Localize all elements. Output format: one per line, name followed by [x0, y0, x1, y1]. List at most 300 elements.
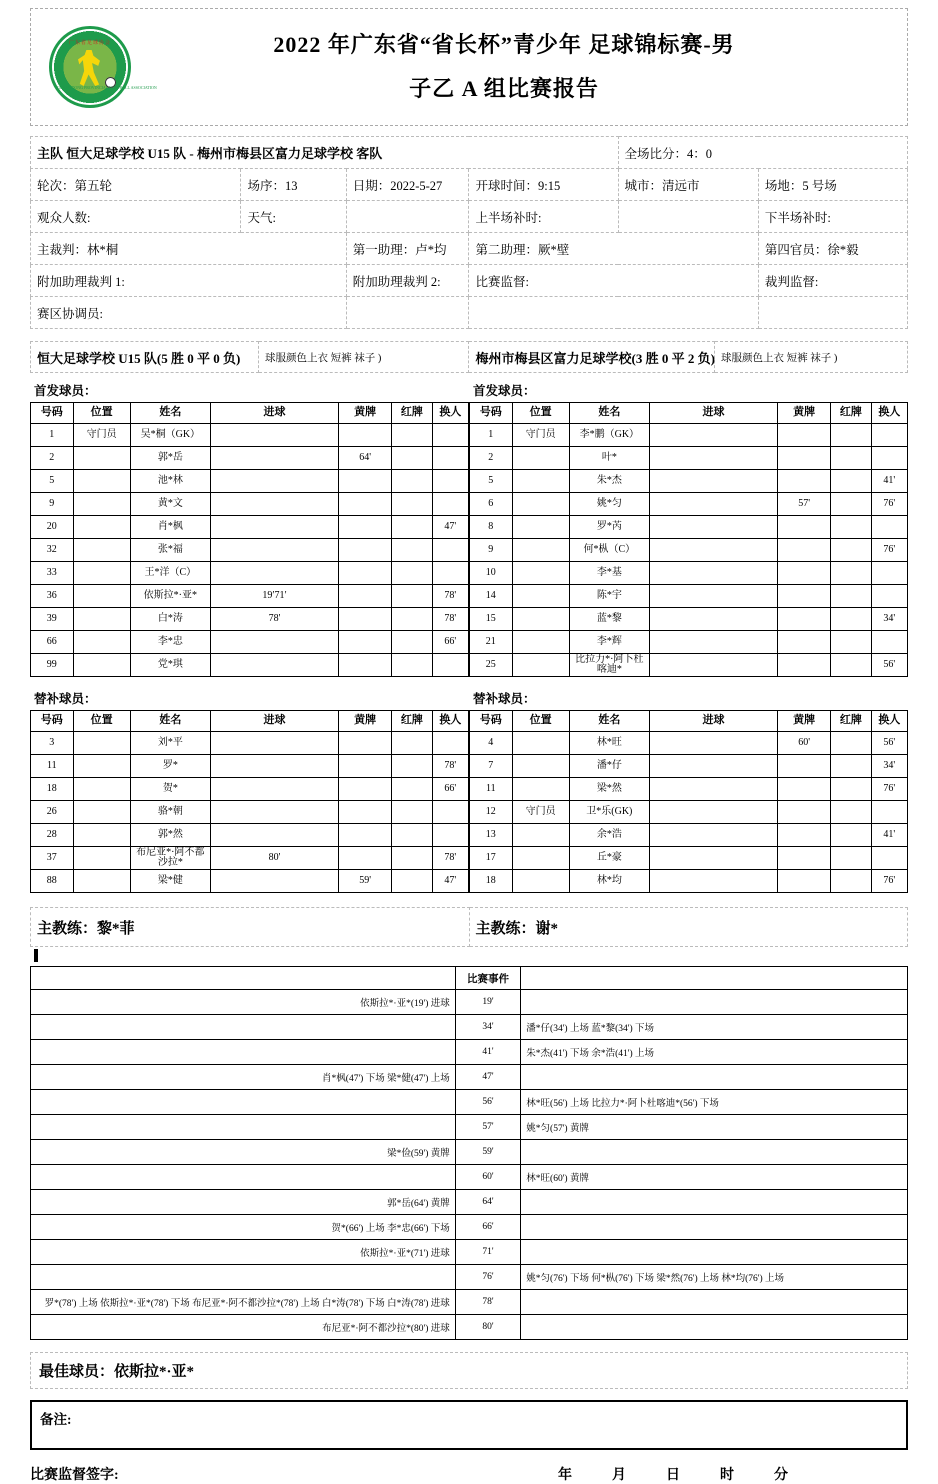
cell-yellow [339, 654, 392, 677]
cell-position [512, 654, 569, 677]
away-subs-label: 替补球员： [473, 692, 536, 706]
col-position: 位置 [73, 711, 130, 732]
cell-goals: 80' [210, 847, 338, 870]
event-away-text: 朱*杰(41') 下场 余*浩(41') 上场 [521, 1040, 908, 1065]
col-red: 红牌 [392, 403, 432, 424]
cell-position [73, 801, 130, 824]
table-row [31, 562, 469, 585]
cell-yellow: 60' [778, 732, 831, 755]
table-row [31, 470, 469, 493]
event-row [31, 1215, 908, 1240]
final-score: 全场比分：4：0 [618, 137, 907, 169]
cell-position [73, 608, 130, 631]
coordinator-blank-2 [469, 297, 758, 329]
cell-number: 66 [31, 631, 74, 654]
cell-number: 13 [470, 824, 513, 847]
table-row [31, 824, 469, 847]
cell-number: 11 [470, 778, 513, 801]
match-events-table [30, 966, 908, 1340]
cell-name: 李*基 [569, 562, 649, 585]
info-row-coordinator [31, 297, 908, 329]
cell-number: 5 [31, 470, 74, 493]
cell-number: 32 [31, 539, 74, 562]
table-row [31, 539, 469, 562]
cell-number: 37 [31, 847, 74, 870]
event-away-text: 林*旺(60') 黄牌 [521, 1165, 908, 1190]
cell-yellow [339, 424, 392, 447]
cell-goals [649, 493, 777, 516]
cell-position [512, 755, 569, 778]
cell-number: 8 [470, 516, 513, 539]
col-sub: 换人 [871, 403, 907, 424]
col-yellow: 黄牌 [778, 403, 831, 424]
cell-position [73, 631, 130, 654]
event-away-text [521, 990, 908, 1015]
col-position: 位置 [73, 403, 130, 424]
cell-yellow [778, 447, 831, 470]
table-row [470, 824, 908, 847]
cell-name: 郭*然 [130, 824, 210, 847]
cell-name: 依斯拉*·亚* [130, 585, 210, 608]
event-away-text: 姚*匀(76') 下场 何*枞(76') 下场 梁*然(76') 上场 林*均(76') 上场 [521, 1265, 908, 1290]
cell-name: 梁*然 [569, 778, 649, 801]
cell-sub: 78' [432, 755, 468, 778]
col-red: 红牌 [831, 711, 871, 732]
event-away-text [521, 1290, 908, 1315]
cell-sub [432, 732, 468, 755]
event-row [31, 1190, 908, 1215]
cell-red [392, 447, 432, 470]
event-home-text [31, 1115, 456, 1140]
cell-goals [210, 870, 338, 893]
cell-number: 39 [31, 608, 74, 631]
event-home-text: 梁*俭(59') 黄牌 [31, 1140, 456, 1165]
date-unit-day: 日 [666, 1468, 680, 1483]
cell-number: 9 [31, 493, 74, 516]
matchup-teams: 主队 恒大足球学校 U15 队 - 梅州市梅县区富力足球学校 客队 [31, 137, 619, 169]
table-row [470, 585, 908, 608]
event-minute: 76' [455, 1265, 521, 1290]
coordinator-blank-1 [346, 297, 469, 329]
coaches-table [30, 907, 908, 947]
col-position: 位置 [512, 403, 569, 424]
match-info-table [30, 136, 908, 329]
cell-goals [649, 585, 777, 608]
cell-number: 3 [31, 732, 74, 755]
table-row [470, 608, 908, 631]
cell-goals [210, 447, 338, 470]
cell-yellow [778, 801, 831, 824]
cell-goals [649, 778, 777, 801]
home-subs-block [30, 687, 469, 893]
cell-sub: 78' [432, 608, 468, 631]
cell-sub: 66' [432, 631, 468, 654]
cell-name: 叶* [569, 447, 649, 470]
cell-sub [871, 516, 907, 539]
cell-number: 5 [470, 470, 513, 493]
cell-red [392, 778, 432, 801]
cell-yellow [339, 631, 392, 654]
away-starters-label: 首发球员： [473, 384, 536, 398]
event-minute: 71' [455, 1240, 521, 1265]
coordinator-blank-3 [758, 297, 907, 329]
attendance-field: 观众人数: [31, 201, 241, 233]
event-row [31, 1015, 908, 1040]
away-subs-block [469, 687, 908, 893]
cell-red [392, 516, 432, 539]
page-title [131, 23, 907, 111]
cell-yellow [778, 870, 831, 893]
event-minute: 57' [455, 1115, 521, 1140]
event-home-text: 罗*(78') 上场 依斯拉*·亚*(78') 下场 布尼亚*·阿不都沙拉*(78') 上场 白*涛(78') 下场 白*涛(78') 进球 [31, 1290, 456, 1315]
date-unit-hour: 时 [720, 1468, 734, 1483]
cell-number: 11 [31, 755, 74, 778]
event-row [31, 1240, 908, 1265]
cell-name: 朱*杰 [569, 470, 649, 493]
table-row [470, 562, 908, 585]
cell-sub: 78' [432, 847, 468, 870]
cell-yellow [778, 608, 831, 631]
event-row [31, 1165, 908, 1190]
table-row [470, 424, 908, 447]
venue-field: 场地：5 号场 [758, 169, 907, 201]
cell-position [73, 732, 130, 755]
cell-yellow [339, 539, 392, 562]
cell-sub: 47' [432, 870, 468, 893]
cell-sub [432, 801, 468, 824]
cell-red [392, 755, 432, 778]
city-field: 城市：清远市 [618, 169, 758, 201]
cell-goals [649, 824, 777, 847]
cell-goals [649, 732, 777, 755]
cell-name: 李*辉 [569, 631, 649, 654]
cell-yellow [339, 824, 392, 847]
table-header-row [470, 711, 908, 732]
cell-sub: 41' [871, 824, 907, 847]
cell-name: 肖*枫 [130, 516, 210, 539]
cell-yellow [778, 424, 831, 447]
cell-name: 黄*文 [130, 493, 210, 516]
cell-goals [210, 470, 338, 493]
cell-red [392, 654, 432, 677]
cell-red [392, 870, 432, 893]
event-minute: 47' [455, 1065, 521, 1090]
cell-yellow [339, 585, 392, 608]
table-header-row [31, 403, 469, 424]
cell-sub: 78' [432, 585, 468, 608]
table-row [31, 755, 469, 778]
cell-goals [649, 539, 777, 562]
cell-red [392, 539, 432, 562]
cell-number: 15 [470, 608, 513, 631]
extra-assistant-1-field: 附加助理裁判 1: [31, 265, 347, 297]
cell-position [512, 870, 569, 893]
date-unit-minute: 分 [774, 1468, 788, 1483]
table-row [470, 447, 908, 470]
table-row [31, 732, 469, 755]
col-name: 姓名 [569, 403, 649, 424]
cell-position [512, 516, 569, 539]
assistant-2-field: 第二助理：厥*壁 [469, 233, 758, 265]
event-minute: 78' [455, 1290, 521, 1315]
weather-field: 天气: [241, 201, 346, 233]
event-row [31, 1040, 908, 1065]
cell-position [73, 755, 130, 778]
cell-sub [432, 654, 468, 677]
table-row [470, 493, 908, 516]
cell-goals [649, 847, 777, 870]
cell-position [512, 562, 569, 585]
home-starters-block [30, 379, 469, 677]
cell-goals [649, 608, 777, 631]
date-field: 日期：2022-5-27 [346, 169, 469, 201]
cell-name: 贺* [130, 778, 210, 801]
cell-yellow [339, 562, 392, 585]
table-header-row [470, 403, 908, 424]
cell-number: 28 [31, 824, 74, 847]
event-home-text: 贺*(66') 上场 李*忠(66') 下场 [31, 1215, 456, 1240]
kickoff-field: 开球时间：9:15 [469, 169, 618, 201]
events-home-header [31, 967, 456, 990]
cell-number: 18 [31, 778, 74, 801]
event-away-text [521, 1315, 908, 1340]
logo-arc-text: GUANGDONG PROVINCIAL FOOTBALL ASSOCIATION [57, 85, 157, 90]
cell-sub [432, 493, 468, 516]
cell-goals [649, 516, 777, 539]
cell-sub: 76' [871, 539, 907, 562]
logo-ring-text: 广东省足球协会 [68, 41, 111, 46]
table-row [31, 447, 469, 470]
event-home-text: 郭*岳(64') 黄牌 [31, 1190, 456, 1215]
cell-position [73, 847, 130, 870]
cell-number: 9 [470, 539, 513, 562]
cell-number: 25 [470, 654, 513, 677]
cell-goals [649, 470, 777, 493]
event-minute: 60' [455, 1165, 521, 1190]
cell-red [392, 424, 432, 447]
cell-name: 蓝*黎 [569, 608, 649, 631]
team-summary-table [30, 341, 908, 373]
cell-number: 2 [31, 447, 74, 470]
cell-red [392, 493, 432, 516]
col-yellow: 黄牌 [339, 711, 392, 732]
event-row [31, 1290, 908, 1315]
round-field: 轮次：第五轮 [31, 169, 241, 201]
blank-cell-2 [618, 201, 758, 233]
col-sub: 换人 [432, 403, 468, 424]
event-home-text [31, 1090, 456, 1115]
table-row [31, 631, 469, 654]
cell-yellow [778, 631, 831, 654]
col-name: 姓名 [130, 711, 210, 732]
cell-yellow [339, 608, 392, 631]
col-name: 姓名 [130, 403, 210, 424]
cell-goals [210, 562, 338, 585]
cell-yellow [339, 470, 392, 493]
cell-position [73, 493, 130, 516]
cell-goals [210, 654, 338, 677]
date-unit-year: 年 [558, 1468, 572, 1483]
event-home-text [31, 1040, 456, 1065]
cell-number: 1 [31, 424, 74, 447]
home-subs-table [30, 710, 469, 893]
cell-position [512, 539, 569, 562]
event-home-text: 依斯拉*·亚*(71') 进球 [31, 1240, 456, 1265]
cell-red [392, 631, 432, 654]
cell-red [392, 801, 432, 824]
match-commissioner-field: 比赛监督: [469, 265, 758, 297]
cell-number: 88 [31, 870, 74, 893]
cell-name: 罗* [130, 755, 210, 778]
cell-position [73, 470, 130, 493]
event-row [31, 1265, 908, 1290]
cell-red [831, 870, 871, 893]
event-minute: 66' [455, 1215, 521, 1240]
cell-goals [649, 870, 777, 893]
col-number: 号码 [470, 403, 513, 424]
event-home-text: 依斯拉*·亚*(19') 进球 [31, 990, 456, 1015]
event-row [31, 1315, 908, 1340]
cell-sub [432, 539, 468, 562]
cell-name: 骆*朝 [130, 801, 210, 824]
cell-yellow [778, 824, 831, 847]
table-row [31, 847, 469, 870]
cell-red [831, 447, 871, 470]
home-starters-label: 首发球员： [34, 384, 97, 398]
cell-position [73, 654, 130, 677]
cell-red [831, 631, 871, 654]
event-minute: 59' [455, 1140, 521, 1165]
cell-sub [871, 801, 907, 824]
cell-sub: 56' [871, 732, 907, 755]
cell-goals [210, 424, 338, 447]
cell-yellow [339, 493, 392, 516]
table-row [470, 539, 908, 562]
table-row [470, 654, 908, 677]
signature-date-units [558, 1464, 908, 1484]
cell-name: 比拉力*·阿卜杜喀迪* [569, 654, 649, 677]
cell-goals [210, 801, 338, 824]
cell-goals [210, 539, 338, 562]
cell-position [512, 631, 569, 654]
table-row [31, 654, 469, 677]
association-logo-icon [49, 26, 157, 108]
match-report-page [0, 8, 938, 1483]
cell-goals [210, 631, 338, 654]
signature-label: 比赛监督签字: [30, 1468, 119, 1483]
cell-number: 18 [470, 870, 513, 893]
col-sub: 换人 [432, 711, 468, 732]
table-row [31, 608, 469, 631]
event-row [31, 1065, 908, 1090]
cell-name: 丘*豪 [569, 847, 649, 870]
cell-name: 卫*乐(GK) [569, 801, 649, 824]
cell-name: 党*琪 [130, 654, 210, 677]
cell-red [392, 562, 432, 585]
cell-red [831, 824, 871, 847]
cell-name: 张*福 [130, 539, 210, 562]
cell-red [392, 847, 432, 870]
table-row [470, 801, 908, 824]
notes-field: 备注: [30, 1400, 908, 1450]
cell-red [831, 516, 871, 539]
cell-position [512, 778, 569, 801]
match-order-field: 场序：13 [241, 169, 346, 201]
cell-name: 余*浩 [569, 824, 649, 847]
cell-number: 36 [31, 585, 74, 608]
cell-red [831, 755, 871, 778]
cell-yellow: 57' [778, 493, 831, 516]
col-name: 姓名 [569, 711, 649, 732]
cell-red [831, 562, 871, 585]
cell-red [831, 654, 871, 677]
cell-goals [649, 755, 777, 778]
cell-yellow: 64' [339, 447, 392, 470]
cell-sub: 47' [432, 516, 468, 539]
cell-sub [432, 424, 468, 447]
date-unit-month: 月 [612, 1468, 626, 1483]
event-away-text [521, 1140, 908, 1165]
cell-yellow [339, 516, 392, 539]
cell-sub: 41' [871, 470, 907, 493]
cell-sub: 66' [432, 778, 468, 801]
table-row [470, 778, 908, 801]
info-row-conditions [31, 201, 908, 233]
cell-number: 10 [470, 562, 513, 585]
col-goals: 进球 [649, 711, 777, 732]
cell-name: 李*鹏（GK） [569, 424, 649, 447]
cell-yellow [778, 585, 831, 608]
blank-cell-1 [346, 201, 469, 233]
cell-red [392, 585, 432, 608]
signature-section [30, 1464, 908, 1484]
event-minute: 19' [455, 990, 521, 1015]
cell-sub: 34' [871, 755, 907, 778]
cell-goals [210, 732, 338, 755]
cell-number: 21 [470, 631, 513, 654]
cell-position [512, 608, 569, 631]
cell-goals [210, 755, 338, 778]
cell-yellow [778, 470, 831, 493]
cell-number: 33 [31, 562, 74, 585]
cell-sub [432, 562, 468, 585]
col-goals: 进球 [210, 711, 338, 732]
cell-goals [649, 801, 777, 824]
starters-section [30, 379, 908, 677]
col-number: 号码 [31, 403, 74, 424]
col-position: 位置 [512, 711, 569, 732]
cell-red [831, 585, 871, 608]
cell-number: 1 [470, 424, 513, 447]
cell-sub [871, 631, 907, 654]
cell-red [831, 539, 871, 562]
cell-goals [649, 654, 777, 677]
col-sub: 换人 [871, 711, 907, 732]
table-row [470, 631, 908, 654]
match-info-section [30, 136, 908, 329]
info-row-officials-1 [31, 233, 908, 265]
cell-goals [210, 778, 338, 801]
away-starters-table [469, 402, 908, 677]
event-away-text [521, 1240, 908, 1265]
col-goals: 进球 [649, 403, 777, 424]
cell-number: 99 [31, 654, 74, 677]
cell-yellow [339, 778, 392, 801]
cell-yellow [778, 847, 831, 870]
cell-position [73, 562, 130, 585]
event-row [31, 1115, 908, 1140]
table-row [470, 755, 908, 778]
